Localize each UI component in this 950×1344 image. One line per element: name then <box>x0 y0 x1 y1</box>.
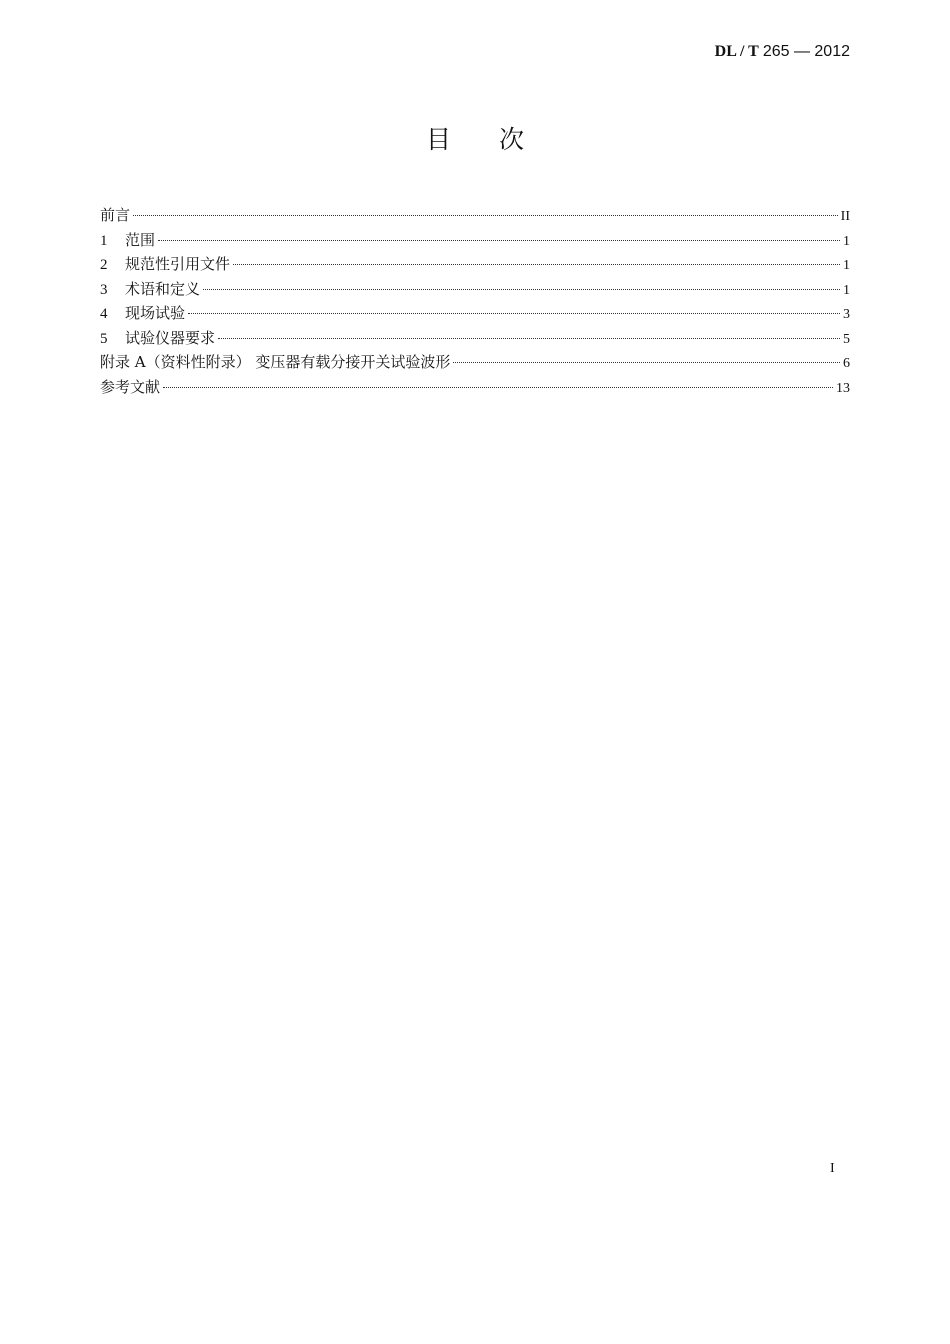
page-number: I <box>830 1161 835 1176</box>
toc-entry-instrument-requirements[interactable] <box>100 326 850 351</box>
toc-entry-appendix-a[interactable] <box>100 350 850 375</box>
toc-entry-number: 2 <box>100 257 108 273</box>
toc-entry-normative-references[interactable] <box>100 252 850 277</box>
toc-entry-text: 规范性引用文件 <box>125 255 231 273</box>
document-code-prefix: DL / T <box>714 43 759 60</box>
toc-entry-number: 5 <box>100 330 108 347</box>
table-of-contents <box>100 203 850 399</box>
toc-entry-text: 前言 <box>100 206 131 224</box>
toc-entry-page: II <box>840 209 850 224</box>
toc-entry-number: 4 <box>100 306 108 322</box>
toc-entry-page: 13 <box>836 380 850 396</box>
toc-dot-leader <box>203 289 840 290</box>
toc-entry-page: 6 <box>843 356 850 371</box>
toc-entry-number: 1 <box>100 232 108 249</box>
toc-entry-text: 附录 A（资料性附录） 变压器有载分接开关试验波形 <box>100 353 451 371</box>
toc-entry-text: 试验仪器要求 <box>125 328 216 347</box>
toc-entry-terms-definitions[interactable] <box>100 277 850 302</box>
toc-entry-text: 范围 <box>125 230 156 249</box>
page-title: 目次 <box>425 125 572 154</box>
toc-dot-leader <box>158 240 840 241</box>
toc-dot-leader <box>453 362 840 363</box>
toc-entry-page: 3 <box>843 307 850 322</box>
toc-entry-text: 现场试验 <box>125 304 186 322</box>
toc-entry-page: 1 <box>843 258 850 273</box>
document-code <box>715 43 850 61</box>
document-code-number: 265 — 2012 <box>762 43 850 60</box>
toc-entry-page: 1 <box>843 233 850 249</box>
toc-entry-page: 5 <box>843 331 850 347</box>
toc-dot-leader <box>188 313 840 314</box>
toc-entry-number: 3 <box>100 281 108 298</box>
toc-dot-leader <box>218 338 840 339</box>
toc-entry-field-test[interactable] <box>100 301 850 326</box>
toc-entry-bibliography[interactable] <box>100 375 850 400</box>
toc-dot-leader <box>133 215 838 216</box>
toc-entry-page: 1 <box>843 282 850 298</box>
toc-entry-scope[interactable] <box>100 228 850 253</box>
toc-dot-leader <box>163 387 833 388</box>
toc-dot-leader <box>233 264 840 265</box>
toc-entry-text: 术语和定义 <box>125 279 201 298</box>
toc-entry-text: 参考文献 <box>100 377 161 396</box>
toc-entry-preface[interactable] <box>100 203 850 228</box>
